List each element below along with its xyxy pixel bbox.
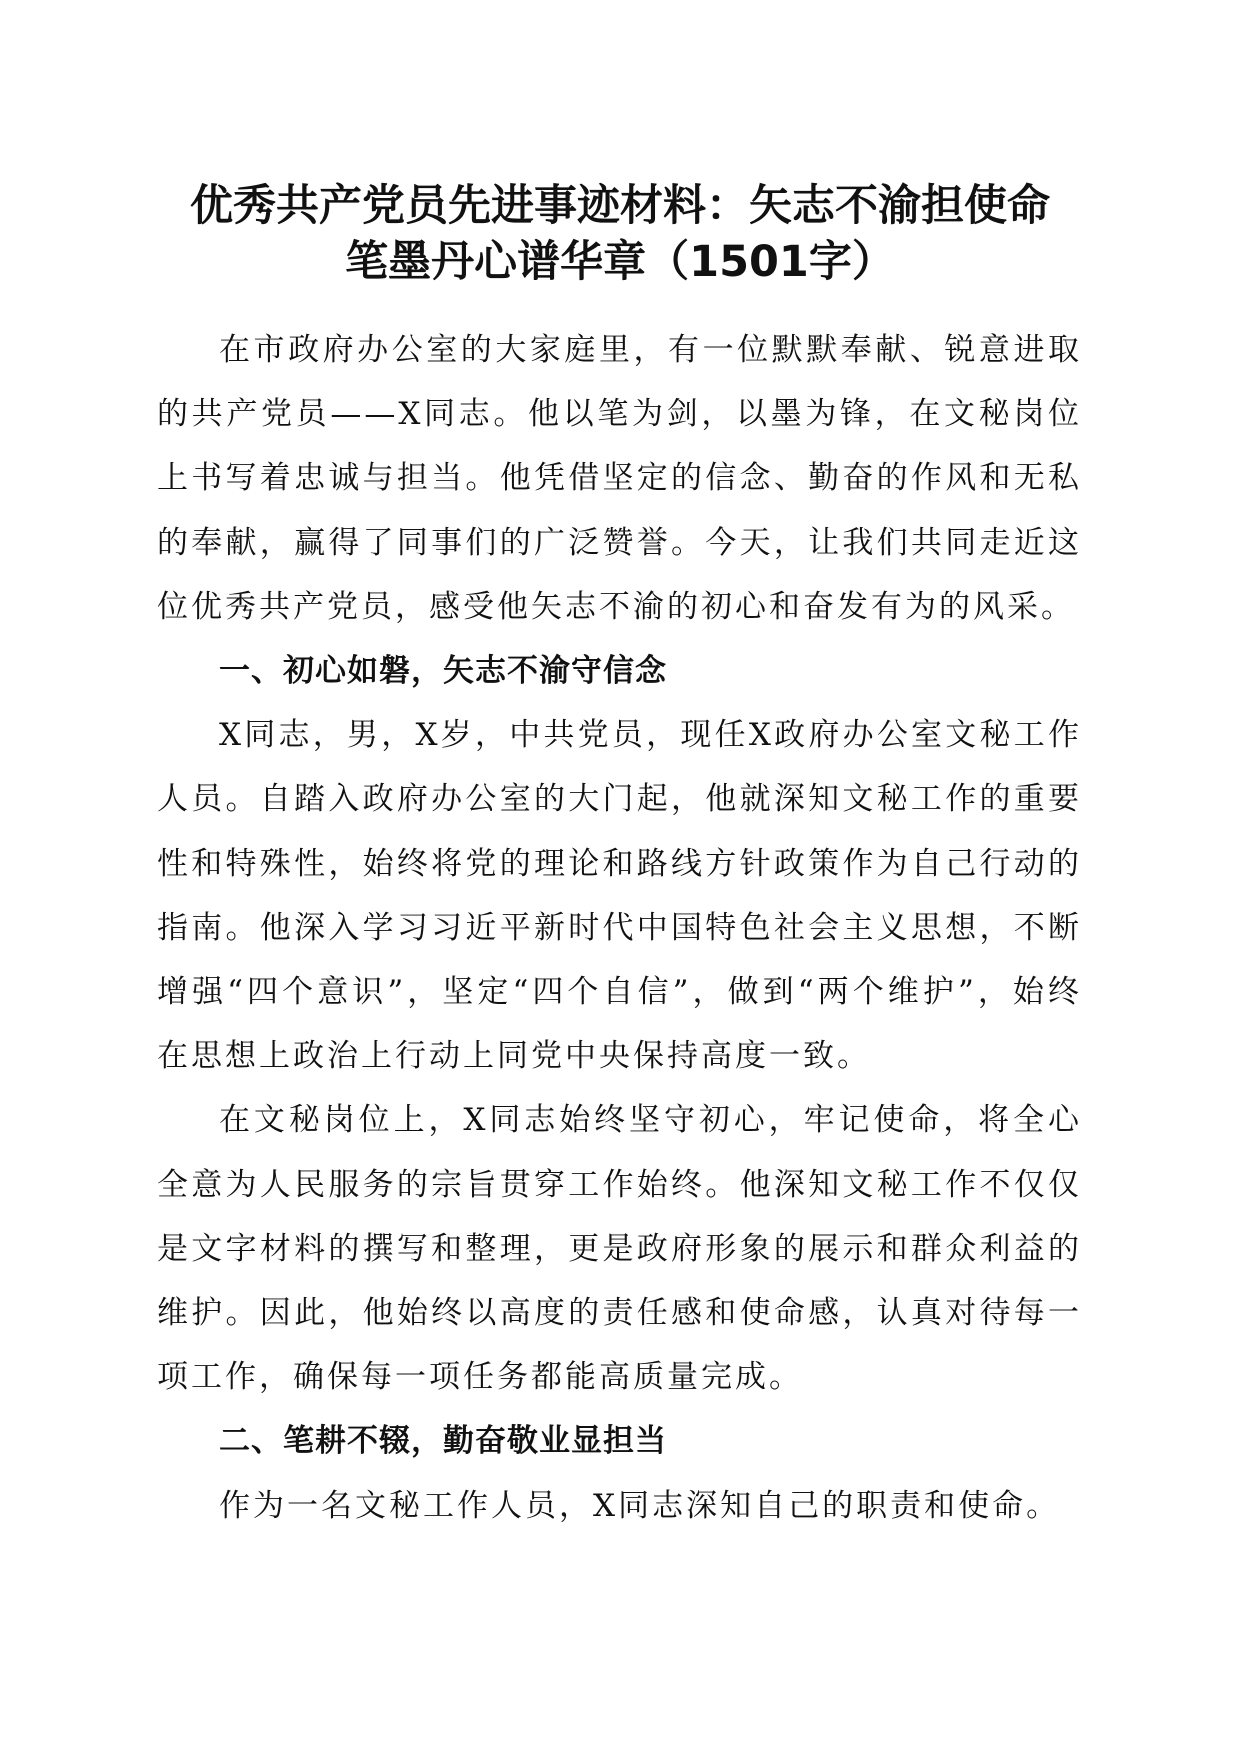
paragraph-profile: X同志，男，X岁，中共党员，现任X政府办公室文秘工作人员。自踏入政府办公室的大门起，他就深知文秘工作的重要性和特殊性，始终将党的理论和路线方针政策作为自己行动的指南。他深入学习习近平新时代中国特色社会主义思想，不断增强“四个意识”，坚定“四个自信”，做到“两个维护”，始终在思想上政治上行动上同党中央保持高度一致。	[157, 717, 1082, 1075]
section-heading-2: 二、笔耕不辍，勤奋敬业显担当	[219, 1423, 667, 1460]
paragraph-duty: 作为一名文秘工作人员，X同志深知自己的职责和使命。	[219, 1487, 1061, 1524]
document-body	[157, 318, 1082, 1538]
title-line-2: 笔墨丹心谱华章（1501字）	[345, 237, 895, 287]
title-line-1: 优秀共产党员先进事迹材料：矢志不渝担使命	[190, 181, 1050, 231]
paragraph-intro: 在市政府办公室的大家庭里，有一位默默奉献、锐意进取的共产党员——X同志。他以笔为剑，以墨为锋，在文秘岗位上书写着忠诚与担当。他凭借坚定的信念、勤奋的作风和无私的奉献，赢得了同事们的广泛赞誉。今天，让我们共同走近这位优秀共产党员，感受他矢志不渝的初心和奋发有为的风采。	[157, 332, 1082, 625]
section-heading-1: 一、初心如磐，矢志不渝守信念	[219, 653, 667, 690]
document-title	[140, 178, 1100, 290]
paragraph-mission: 在文秘岗位上，X同志始终坚守初心，牢记使命，将全心全意为人民服务的宗旨贯穿工作始终。他深知文秘工作不仅仅是文字材料的撰写和整理，更是政府形象的展示和群众利益的维护。因此，他始终以高度的责任感和使命感，认真对待每一项工作，确保每一项任务都能高质量完成。	[157, 1102, 1082, 1396]
